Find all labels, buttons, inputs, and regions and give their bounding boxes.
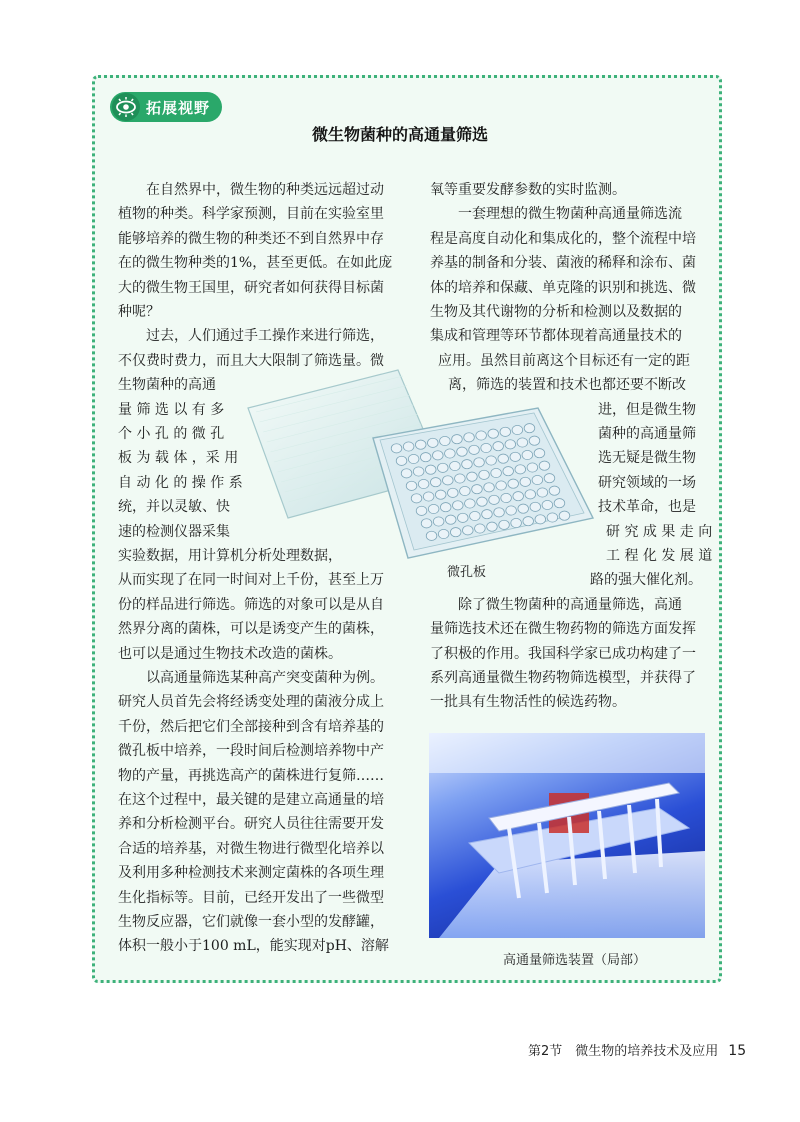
left-text-line: 然界分离的菌株，可以是诱变产生的菌株， [118,621,384,638]
left-text-line: 个 小 孔 的 微 孔 [118,426,225,442]
left-text-line: 份的样品进行筛选。筛选的对象可以是从自 [118,596,384,613]
right-text-line: 养基的制备和分装、菌液的稀释和涂布、菌 [430,255,696,272]
right-text-line: 一批具有生物活性的候选药物。 [430,694,626,711]
left-text-line: 不仅费时费力，而且大大限制了筛选量。微 [118,352,384,369]
right-text-line: 研 究 成 果 走 向 [606,523,713,540]
left-text-line: 植物的种类。科学家预测，目前在实验室里 [118,206,384,223]
article-title: 微生物菌种的高通量筛选 [311,125,488,144]
right-text-line: 了积极的作用。我国科学家已成功构建了一 [430,645,696,662]
eye-icon [112,93,140,121]
right-text-line: 工 程 化 发 展 道 [606,548,713,564]
left-text-line: 大的微生物王国里，研究者如何获得目标菌 [118,279,384,296]
left-text-line: 量 筛 选 以 有 多 [118,401,225,418]
page-footer [528,1040,746,1059]
right-text-line: 量筛选技术还在微生物药物的筛选方面发挥 [430,621,696,638]
left-text-line: 实验数据，用计算机分析处理数据， [118,548,342,564]
page-number: 15 [728,1043,747,1059]
left-text-line: 体积一般小于100 mL，能实现对pH、溶解 [118,938,389,955]
left-text-line: 自 动 化 的 操 作 系 [118,474,243,491]
left-text-line: 板 为 载 体 ，采 用 [118,450,239,467]
left-text-line: 统，并以灵敏、快 [118,499,230,516]
right-text-line: 应用。虽然目前离这个目标还有一定的距 [438,352,690,369]
left-text-line: 也可以是通过生物技术改造的菌株。 [118,645,342,662]
footer-section: 第2节 微生物的培养技术及应用 [528,1044,719,1059]
right-text-line: 集成和管理等环节都体现着高通量技术的 [430,328,682,345]
right-text-line: 研究领域的一场 [598,474,696,491]
microplate-image [238,368,598,560]
right-text-line: 除了微生物菌种的高通量筛选，高通 [430,596,682,613]
left-text-line: 从而实现了在同一时间对上千份，甚至上万 [118,572,384,589]
left-text-line: 能够培养的微生物的种类还不到自然界中存 [118,230,384,247]
right-text-line: 选无疑是微生物 [598,450,696,467]
right-text-line: 系列高通量微生物药物筛选模型，并获得了 [430,670,696,686]
badge-label: 拓展视野 [146,99,211,117]
right-text-line: 离，筛选的装置和技术也都还要不断改 [448,377,686,394]
left-text-line: 生物菌种的高通 [118,377,216,394]
left-text-line: 过去，人们通过手工操作来进行筛选， [118,328,384,345]
left-text-line: 在这个过程中，最关键的是建立高通量的培 [118,792,384,808]
left-text-line: 千份，然后把它们全部接种到含有培养基的 [118,718,384,735]
left-text-line: 物的产量，再挑选高产的菌株进行复筛…… [118,767,384,784]
right-text-line: 体的培养和保藏、单克隆的识别和挑选、微 [430,279,696,296]
right-text-line: 菌种的高通量筛 [598,426,696,442]
right-text-line: 程是高度自动化和集成化的，整个流程中培 [430,230,696,247]
section-badge [110,92,222,122]
screening-device-image [429,733,705,938]
right-text-line: 路的强大催化剂。 [590,572,702,589]
left-text-line: 生化指标等。目前，已经开发出了一些微型 [118,889,384,906]
microplate-caption: 微孔板 [447,565,487,580]
right-text-line: 技术革命，也是 [598,499,696,516]
right-text-line: 一套理想的微生物菌种高通量筛选流 [430,206,682,223]
left-text-line: 在自然界中，微生物的种类远远超过动 [118,182,384,198]
left-text-line: 微孔板中培养，一段时间后检测培养物中产 [118,743,384,760]
left-text-line: 合适的培养基，对微生物进行微型化培养以 [118,840,384,857]
right-text-line: 氧等重要发酵参数的实时监测。 [430,182,626,198]
right-text-line: 生物及其代谢物的分析和检测以及数据的 [430,304,682,320]
left-text-line: 养和分析检测平台。研究人员往往需要开发 [118,816,384,833]
left-text-line: 速的检测仪器采集 [118,523,230,540]
left-text-line: 研究人员首先会将经诱变处理的菌液分成上 [118,694,384,711]
right-text-line: 进，但是微生物 [598,401,696,418]
left-text-line: 在的微生物种类的1%，甚至更低。在如此庞 [118,255,393,272]
left-text-line: 种呢？ [118,304,160,320]
left-text-line: 及利用多种检测技术来测定菌株的各项生理 [118,865,384,882]
left-text-line: 以高通量筛选某种高产突变菌种为例。 [118,670,384,686]
device-caption: 高通量筛选装置（局部） [503,953,647,968]
left-text-line: 生物反应器，它们就像一套小型的发酵罐， [118,914,384,930]
